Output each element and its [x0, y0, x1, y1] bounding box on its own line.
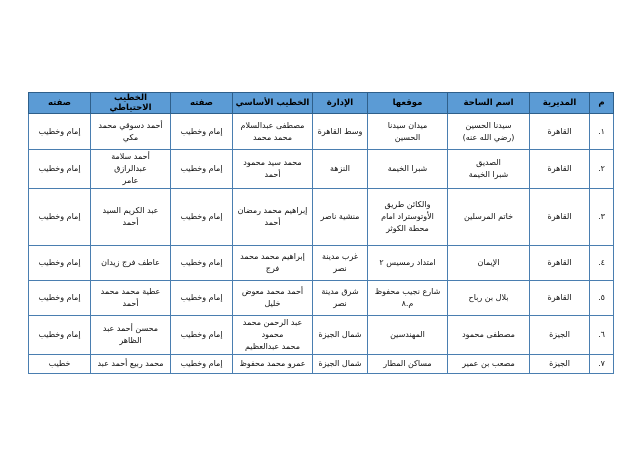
cell-backup-preacher: أحمد سلامة عبدالرازق عامر [91, 150, 171, 189]
cell-backup-preacher: محمد ربيع أحمد عبد [91, 355, 171, 374]
cell-main-preacher: عبد الرحمن محمد محمود محمد عبدالعظيم [233, 316, 313, 355]
cell-location: مساكن المطار [368, 355, 448, 374]
header-row [29, 93, 614, 114]
table-row [29, 189, 614, 246]
cell-square: خاتم المرسلين [448, 189, 530, 246]
cell-square: سيدنا الحسين (رضي الله عنه) [448, 114, 530, 150]
cell-backup-role: إمام وخطيب [29, 189, 91, 246]
cell-num: ٤. [590, 246, 614, 281]
cell-square: الإيمان [448, 246, 530, 281]
cell-main-preacher: مصطفى عبدالسلام محمد محمد [233, 114, 313, 150]
cell-num: ٢. [590, 150, 614, 189]
cell-num: ٦. [590, 316, 614, 355]
cell-backup-preacher: عاطف فرج زيدان [91, 246, 171, 281]
cell-location: المهندسين [368, 316, 448, 355]
cell-backup-role: إمام وخطيب [29, 114, 91, 150]
cell-backup-role: إمام وخطيب [29, 150, 91, 189]
cell-main-role: إمام وخطيب [171, 189, 233, 246]
header-location: موقعها [368, 93, 448, 114]
prayer-squares-table [28, 92, 614, 374]
cell-main-role: إمام وخطيب [171, 114, 233, 150]
cell-backup-role: خطيب [29, 355, 91, 374]
cell-square: الصديق شبرا الخيمة [448, 150, 530, 189]
cell-directorate: القاهرة [530, 246, 590, 281]
cell-num: ٧. [590, 355, 614, 374]
cell-main-role: إمام وخطيب [171, 150, 233, 189]
cell-location: شارع نجيب محفوظ م.٨ [368, 281, 448, 316]
header-main-role: صفته [171, 93, 233, 114]
header-square: اسم الساحة [448, 93, 530, 114]
header-directorate: المديرية [530, 93, 590, 114]
cell-administration: شرق مدينة نصر [313, 281, 368, 316]
cell-administration: غرب مدينة نصر [313, 246, 368, 281]
cell-administration: شمال الجيزة [313, 355, 368, 374]
header-num: م [590, 93, 614, 114]
cell-location: والكائن طريق الأوتوستراد امام محطة الكوثر [368, 189, 448, 246]
cell-administration: شمال الجيزة [313, 316, 368, 355]
cell-directorate: الجيزة [530, 316, 590, 355]
cell-main-role: إمام وخطيب [171, 246, 233, 281]
cell-square: بلال بن رباح [448, 281, 530, 316]
cell-administration: النزهة [313, 150, 368, 189]
cell-square: مصطفى محمود [448, 316, 530, 355]
cell-directorate: القاهرة [530, 114, 590, 150]
cell-directorate: القاهرة [530, 281, 590, 316]
cell-main-preacher: إبراهيم محمد رمضان أحمد [233, 189, 313, 246]
cell-backup-preacher: أحمد دسوقي محمد مكي [91, 114, 171, 150]
header-main-preacher: الخطيب الأساسي [233, 93, 313, 114]
table-row [29, 355, 614, 374]
table-row [29, 281, 614, 316]
cell-main-preacher: إبراهيم محمد محمد فرج [233, 246, 313, 281]
cell-num: ١. [590, 114, 614, 150]
cell-directorate: الجيزة [530, 355, 590, 374]
cell-location: ميدان سيدنا الحسين [368, 114, 448, 150]
cell-main-role: إمام وخطيب [171, 355, 233, 374]
cell-directorate: القاهرة [530, 189, 590, 246]
cell-backup-role: إمام وخطيب [29, 246, 91, 281]
cell-administration: وسط القاهرة [313, 114, 368, 150]
cell-main-role: إمام وخطيب [171, 281, 233, 316]
cell-backup-preacher: عبد الكريم السيد أحمد [91, 189, 171, 246]
table-row [29, 150, 614, 189]
table-row [29, 316, 614, 355]
header-backup-preacher: الخطيب الاحتياطي [91, 93, 171, 114]
cell-backup-role: إمام وخطيب [29, 316, 91, 355]
cell-administration: منشية ناصر [313, 189, 368, 246]
cell-square: مصعب بن عمير [448, 355, 530, 374]
cell-num: ٣. [590, 189, 614, 246]
cell-directorate: القاهرة [530, 150, 590, 189]
cell-backup-preacher: عطية محمد محمد أحمد [91, 281, 171, 316]
table-row [29, 246, 614, 281]
cell-location: امتداد رمسيس ٢ [368, 246, 448, 281]
cell-backup-role: إمام وخطيب [29, 281, 91, 316]
cell-backup-preacher: محسن أحمد عبد الظاهر [91, 316, 171, 355]
cell-main-preacher: أحمد محمد معوض خليل [233, 281, 313, 316]
cell-main-preacher: محمد سيد محمود أحمد [233, 150, 313, 189]
cell-main-role: إمام وخطيب [171, 316, 233, 355]
cell-num: ٥. [590, 281, 614, 316]
header-backup-role: صفته [29, 93, 91, 114]
table-row [29, 114, 614, 150]
cell-location: شبرا الخيمة [368, 150, 448, 189]
cell-main-preacher: عمرو محمد محفوظ [233, 355, 313, 374]
header-administration: الإدارة [313, 93, 368, 114]
